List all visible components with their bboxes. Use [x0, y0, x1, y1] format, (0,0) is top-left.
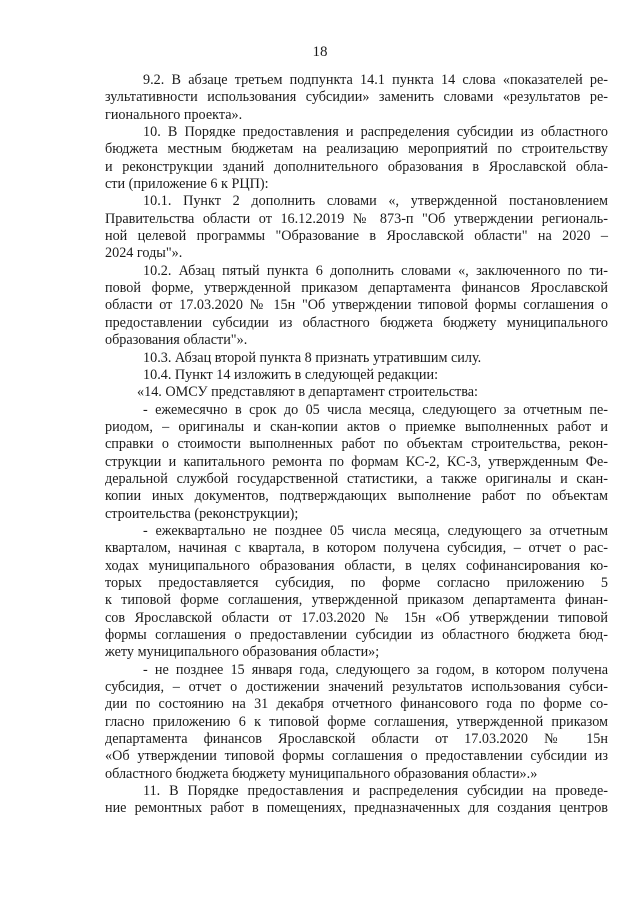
text-line: торых предоставляется субсидия, по форме согласно приложению 5 [105, 574, 608, 591]
text-line: 10.4. Пункт 14 изложить в следующей редакции: [143, 366, 439, 383]
text-line: областного бюджета бюджету муниципального образования области».» [105, 765, 538, 782]
text-line: ходах муниципального образования области, в целях софинансирования ко- [105, 557, 608, 574]
text-line: ной целевой программы "Образование в Ярославской области" на 2020 – [105, 228, 608, 245]
text-line: гионального проекта». [105, 106, 243, 123]
text-line: гласно приложению 6 к типовой форме соглашения, утвержденной приказом [105, 713, 608, 730]
text-line: деральной службой государственной статистики, а также оригиналы и скан- [105, 470, 608, 487]
text-line: и реконструкции зданий дополнительного образования в Ярославской обла- [105, 158, 608, 175]
document-body [105, 72, 608, 818]
text-line: 10.2. Абзац пятый пункта 6 дополнить словами «, заключенного по ти- [143, 262, 608, 279]
text-line: ние ремонтных работ в помещениях, предназначенных для создания центров [105, 800, 608, 817]
text-line: справки о стоимости выполненных работ по объектам строительства, рекон- [105, 436, 608, 453]
text-line: риодом, – оригиналы и скан-копии актов о приемке выполненных работ и [105, 418, 608, 435]
text-line: жету муниципального образования области»; [105, 644, 380, 661]
text-line: области от 17.03.2020 № 15н "Об утверждении типовой формы соглашения о [105, 297, 608, 314]
text-line: сов Ярославской области от 17.03.2020 № 15н «Об утверждении типовой [105, 609, 608, 626]
text-line: образования области"». [105, 332, 248, 349]
text-line: к типовой форме соглашения, утвержденной приказом департамента финан- [105, 592, 608, 609]
text-line: дии по состоянию на 31 декабря отчетного финансового года по форме со- [105, 696, 608, 713]
text-line: формы соглашения о предоставлении субсидии из областного бюджета бюд- [105, 627, 608, 643]
text-line: 9.2. В абзаце третьем подпункта 14.1 пункта 14 слова «показателей ре- [143, 72, 608, 88]
text-line: копии иных документов, подтверждающих выполнение работ по объектам [105, 488, 608, 505]
text-line: сти (приложение 6 к РЦП): [105, 176, 269, 193]
text-line: 10. В Порядке предоставления и распределения субсидии из областного [143, 124, 608, 141]
text-line: департамента финансов Ярославской области от 17.03.2020 № 15н [105, 731, 608, 748]
text-line: «Об утверждении типовой формы соглашения о предоставлении субсидии из [105, 748, 608, 765]
text-line: - ежеквартально не позднее 05 числа месяца, следующего за отчетным [143, 522, 608, 539]
text-line: зультативности использования субсидии» заменить словами «результатов ре- [105, 89, 608, 106]
text-line: струкции и капитального ремонта по формам КС-2, КС-3, утвержденным Фе- [105, 453, 608, 470]
text-line: 2024 годы"». [105, 245, 183, 262]
text-line: строительства (реконструкции); [105, 505, 299, 522]
text-line: - ежемесячно в срок до 05 числа месяца, следующего за отчетным пе- [143, 401, 608, 418]
page-number: 18 [312, 44, 328, 60]
text-line: повой форме, утвержденной приказом департамента финансов Ярославской [105, 280, 608, 297]
text-line: субсидия, – отчет о достижении значений результатов использования субси- [105, 679, 608, 696]
text-line: Правительства области от 16.12.2019 № 873-п "Об утверждении региональ- [105, 210, 608, 227]
text-line: 11. В Порядке предоставления и распределения субсидии на проведе- [143, 783, 608, 800]
text-line: «14. ОМСУ представляют в департамент строительства: [137, 384, 478, 401]
text-line: 10.3. Абзац второй пункта 8 признать утратившим силу. [143, 349, 482, 366]
text-line: 10.1. Пункт 2 дополнить словами «, утвержденной постановлением [143, 193, 608, 210]
text-line: предоставлении субсидии из областного бюджета бюджету муниципального [105, 314, 608, 331]
text-line: - не позднее 15 января года, следующего за годом, в котором получена [143, 661, 608, 678]
text-line: кварталом, начиная с квартала, в котором получена субсидия, – отчет о рас- [105, 540, 608, 557]
text-line: бюджета местным бюджетам на реализацию мероприятий по строительству [105, 141, 608, 158]
